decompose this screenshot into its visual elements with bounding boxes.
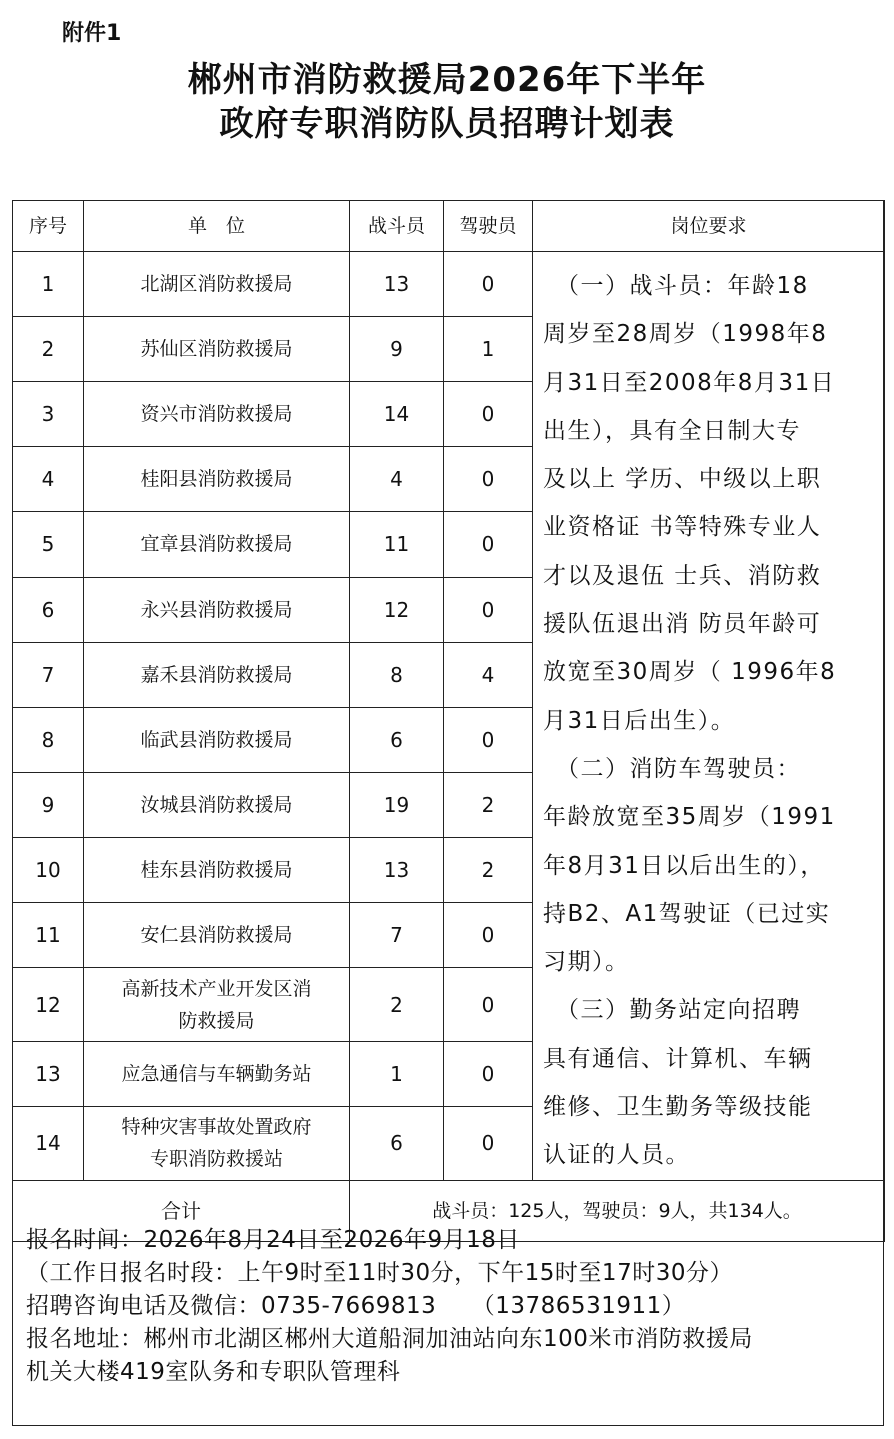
requirement-line: 出生），具有全日制大专 <box>543 417 801 444</box>
row-driver-count: 4 <box>444 642 533 707</box>
unit-name-line: 专职消防救援站 <box>149 1148 283 1171</box>
unit-name-line: 特种灾害事故处置政府 <box>121 1116 312 1139</box>
requirement-line: 月31日至2008年8月31日 <box>543 369 836 396</box>
row-unit <box>84 903 350 968</box>
row-unit <box>84 707 350 772</box>
unit-name-line: 永兴县消防救援局 <box>140 598 293 621</box>
requirement-line: 及以上 学历、中级以上职 <box>543 466 822 493</box>
row-unit <box>84 512 350 577</box>
recruitment-plan-table <box>12 200 885 1242</box>
row-driver-count: 0 <box>444 1041 533 1106</box>
address-line-1: 报名地址：郴州市北湖区郴州大道船洞加油站向东100米市消防救援局 <box>26 1326 753 1352</box>
row-unit <box>84 317 350 382</box>
unit-name-line: 防救援局 <box>178 1009 255 1032</box>
row-number: 13 <box>13 1041 84 1106</box>
unit-name-line: 汝城县消防救援局 <box>140 793 293 816</box>
requirement-line: 月31日后出生）。 <box>543 707 736 734</box>
unit-name-line: 桂东县消防救援局 <box>140 859 293 882</box>
row-fighter-count: 14 <box>350 382 444 447</box>
row-unit <box>84 577 350 642</box>
header-unit: 单 位 <box>84 201 350 252</box>
row-number: 4 <box>13 447 84 512</box>
row-unit <box>84 1041 350 1106</box>
requirement-line: 维修、卫生勤务等级技能 <box>543 1094 813 1121</box>
row-fighter-count: 1 <box>350 1041 444 1106</box>
row-unit <box>84 772 350 837</box>
row-driver-count: 0 <box>444 447 533 512</box>
row-driver-count: 1 <box>444 317 533 382</box>
requirement-line: 认证的人员。 <box>543 1142 690 1169</box>
contact-info: 招聘咨询电话及微信：0735-7669813 （13786531911） <box>26 1293 686 1319</box>
row-driver-count: 2 <box>444 837 533 902</box>
address-line-2: 机关大楼419室队务和专职队管理科 <box>26 1359 401 1385</box>
row-unit <box>84 447 350 512</box>
row-unit <box>84 642 350 707</box>
requirement-line: 业资格证 书等特殊专业人 <box>543 514 822 541</box>
requirement-line: 具有通信、计算机、车辆 <box>543 1045 813 1072</box>
page-title-line-1: 郴州市消防救援局2026年下半年 <box>187 60 707 100</box>
unit-name-line: 安仁县消防救援局 <box>140 924 293 947</box>
requirement-line: （三）勤务站定向招聘 <box>543 997 801 1024</box>
row-unit <box>84 1106 350 1180</box>
row-fighter-count: 2 <box>350 968 444 1042</box>
row-driver-count: 0 <box>444 382 533 447</box>
row-number: 12 <box>13 968 84 1042</box>
unit-name-line: 应急通信与车辆勤务站 <box>121 1062 312 1085</box>
row-number: 3 <box>13 382 84 447</box>
row-driver-count: 0 <box>444 252 533 317</box>
header-driver: 驾驶员 <box>444 201 533 252</box>
requirement-line: 周岁至28周岁（1998年8 <box>543 321 828 348</box>
row-number: 2 <box>13 317 84 382</box>
unit-name-line: 北湖区消防救援局 <box>140 273 293 296</box>
row-number: 6 <box>13 577 84 642</box>
row-number: 9 <box>13 772 84 837</box>
row-driver-count: 2 <box>444 772 533 837</box>
requirement-line: 才以及退伍 士兵、消防救 <box>543 562 822 589</box>
unit-name-line: 苏仙区消防救援局 <box>140 338 293 361</box>
row-fighter-count: 13 <box>350 837 444 902</box>
row-fighter-count: 6 <box>350 707 444 772</box>
row-unit <box>84 837 350 902</box>
unit-name-line: 嘉禾县消防救援局 <box>140 663 293 686</box>
row-fighter-count: 19 <box>350 772 444 837</box>
table-row <box>13 252 885 317</box>
header-no: 序号 <box>13 201 84 252</box>
row-driver-count: 0 <box>444 968 533 1042</box>
requirement-line: 习期）。 <box>543 949 630 976</box>
total-label: 合计 <box>13 1180 350 1241</box>
workday-hours: （工作日报名时段：上午9时至11时30分，下午15时至17时30分） <box>26 1260 733 1286</box>
row-driver-count: 0 <box>444 903 533 968</box>
requirement-line: 持B2、A1驾驶证（已过实 <box>543 900 831 927</box>
requirement-line: （二）消防车驾驶员： <box>543 755 801 782</box>
unit-name-line: 高新技术产业开发区消 <box>121 977 312 1000</box>
row-unit <box>84 382 350 447</box>
requirement-line: 年龄放宽至35周岁（1991 <box>543 804 836 831</box>
position-requirements <box>533 252 885 1181</box>
requirement-line: 放宽至30周岁（ 1996年8 <box>543 659 837 686</box>
row-number: 10 <box>13 837 84 902</box>
row-unit <box>84 252 350 317</box>
row-unit <box>84 968 350 1042</box>
row-fighter-count: 9 <box>350 317 444 382</box>
row-fighter-count: 11 <box>350 512 444 577</box>
registration-time: 报名时间：2026年8月24日至2026年9月18日 <box>26 1227 520 1253</box>
row-driver-count: 0 <box>444 577 533 642</box>
row-fighter-count: 13 <box>350 252 444 317</box>
row-driver-count: 0 <box>444 1106 533 1180</box>
requirement-line: （一）战斗员：年龄18 <box>543 273 809 299</box>
row-fighter-count: 4 <box>350 447 444 512</box>
registration-info <box>26 1224 876 1389</box>
total-summary: 战斗员：125人，驾驶员：9人，共134人。 <box>350 1180 885 1241</box>
row-driver-count: 0 <box>444 707 533 772</box>
row-number: 1 <box>13 252 84 317</box>
row-number: 7 <box>13 642 84 707</box>
unit-name-line: 资兴市消防救援局 <box>140 403 293 426</box>
requirement-line: 年8月31日以后出生的）， <box>543 852 825 879</box>
header-requirements: 岗位要求 <box>533 201 885 252</box>
attachment-label: 附件1 <box>62 21 122 46</box>
unit-name-line: 临武县消防救援局 <box>140 728 293 751</box>
row-number: 5 <box>13 512 84 577</box>
requirement-line: 援队伍退出消 防员年龄可 <box>543 611 822 638</box>
header-fighter: 战斗员 <box>350 201 444 252</box>
row-number: 14 <box>13 1106 84 1180</box>
row-fighter-count: 6 <box>350 1106 444 1180</box>
row-fighter-count: 8 <box>350 642 444 707</box>
table-header-row <box>13 201 885 252</box>
row-number: 11 <box>13 903 84 968</box>
unit-name-line: 宜章县消防救援局 <box>140 533 293 556</box>
row-fighter-count: 7 <box>350 903 444 968</box>
row-fighter-count: 12 <box>350 577 444 642</box>
row-number: 8 <box>13 707 84 772</box>
page-title-line-2: 政府专职消防队员招聘计划表 <box>219 104 675 144</box>
row-driver-count: 0 <box>444 512 533 577</box>
unit-name-line: 桂阳县消防救援局 <box>140 468 293 491</box>
